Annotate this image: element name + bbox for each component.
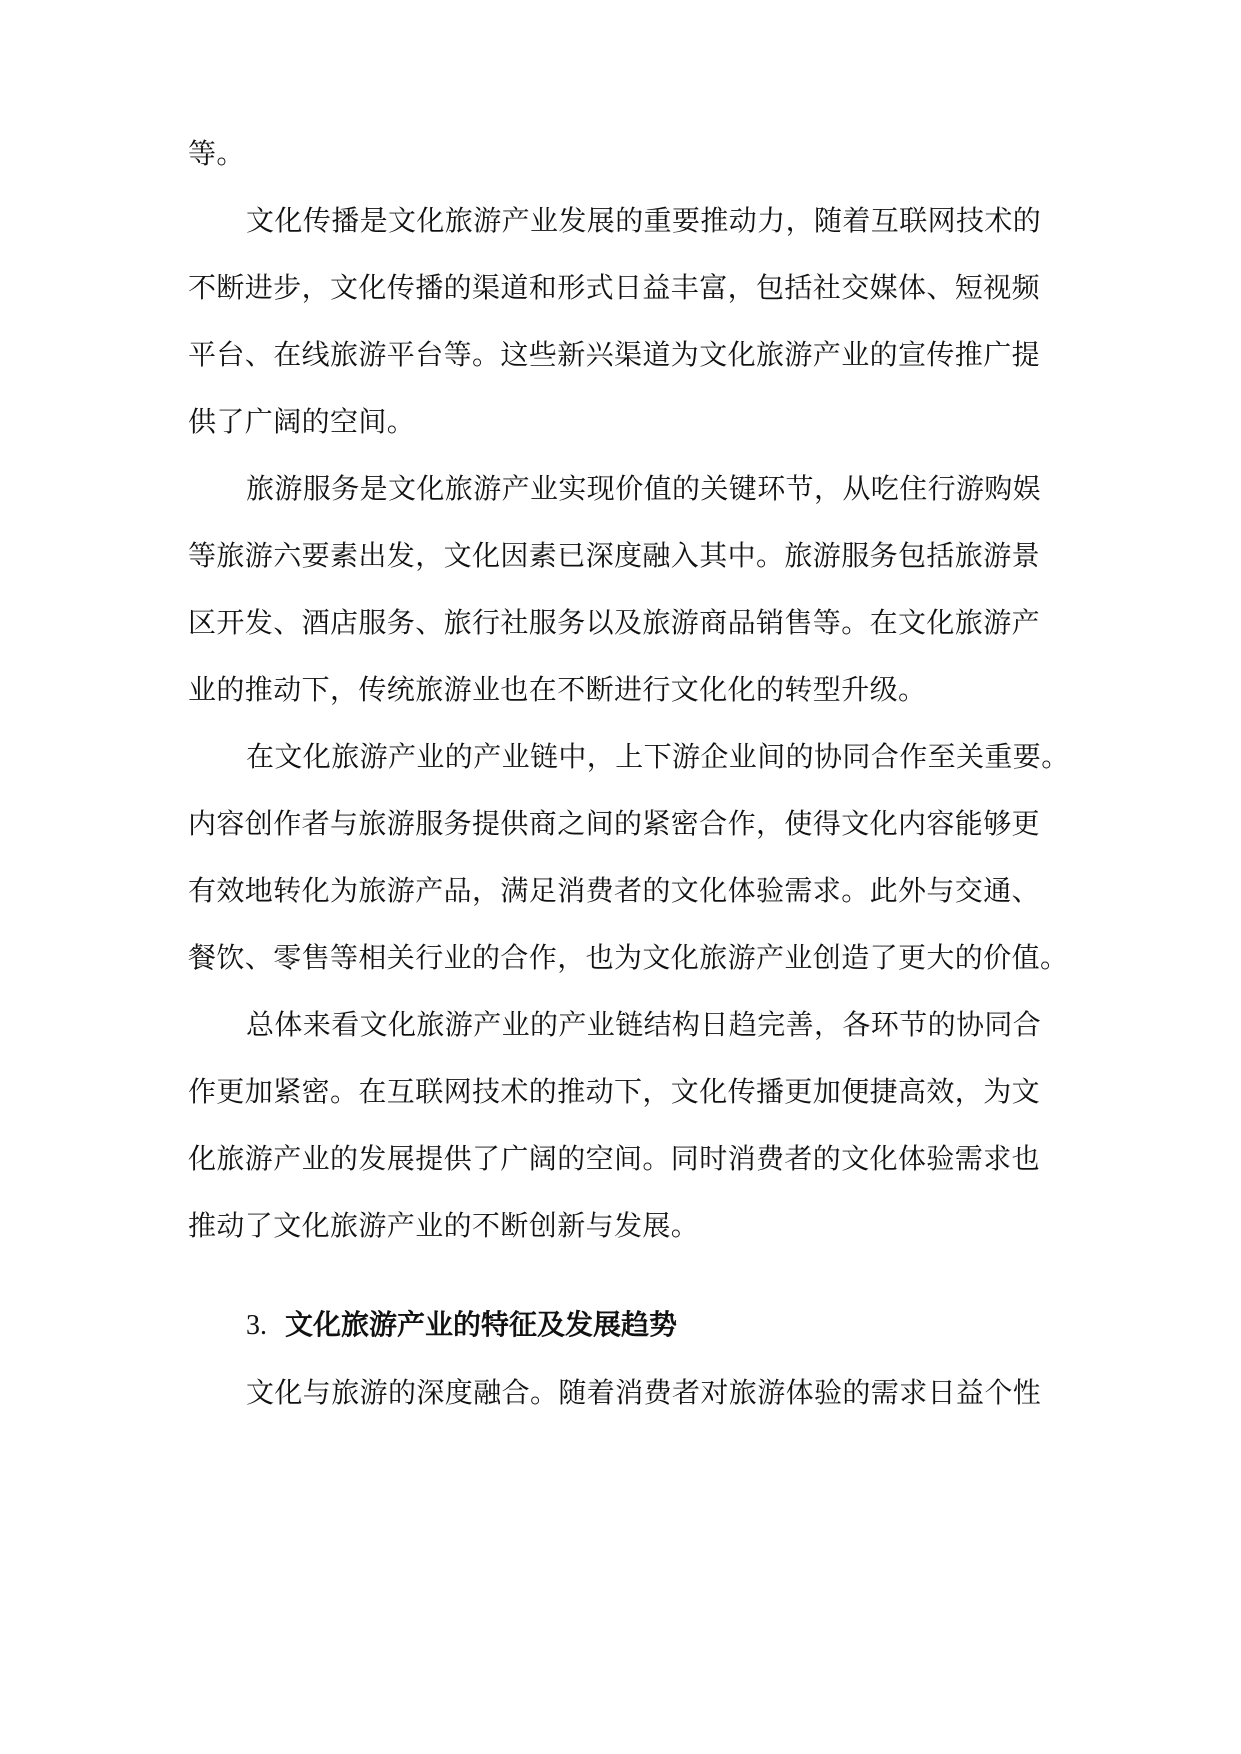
- text-line: 业的推动下，传统旅游业也在不断进行文化化的转型升级。: [188, 673, 927, 706]
- text-line: 等旅游六要素出发，文化因素已深度融入其中。旅游服务包括旅游景: [188, 539, 1041, 572]
- text-line: 推动了文化旅游产业的不断创新与发展。: [188, 1209, 700, 1242]
- section-title: 文化旅游产业的特征及发展趋势: [285, 1308, 678, 1341]
- text-line: 区开发、酒店服务、旅行社服务以及旅游商品销售等。在文化旅游产: [188, 606, 1041, 639]
- section-number: 3.: [246, 1310, 267, 1341]
- paragraph-line: 总体来看文化旅游产业的产业链结构日趋完善，各环节的协同合: [246, 1008, 1042, 1041]
- text-line: 等。: [188, 137, 245, 170]
- paragraph-line: 文化传播是文化旅游产业发展的重要推动力，随着互联网技术的: [246, 204, 1042, 237]
- text-line: 化旅游产业的发展提供了广阔的空间。同时消费者的文化体验需求也: [188, 1142, 1041, 1175]
- text-line: 餐饮、零售等相关行业的合作，也为文化旅游产业创造了更大的价值。: [188, 941, 1069, 974]
- text-line: 有效地转化为旅游产品，满足消费者的文化体验需求。此外与交通、: [188, 874, 1041, 907]
- text-line: 平台、在线旅游平台等。这些新兴渠道为文化旅游产业的宣传推广提: [188, 338, 1041, 371]
- paragraph-line: 旅游服务是文化旅游产业实现价值的关键环节，从吃住行游购娱: [246, 472, 1042, 505]
- paragraph-line: 在文化旅游产业的产业链中，上下游企业间的协同合作至关重要。: [246, 740, 1070, 773]
- text-line: 作更加紧密。在互联网技术的推动下，文化传播更加便捷高效，为文: [188, 1075, 1041, 1108]
- section-heading: [246, 1305, 677, 1346]
- text-line: 内容创作者与旅游服务提供商之间的紧密合作，使得文化内容能够更: [188, 807, 1041, 840]
- text-line: 不断进步，文化传播的渠道和形式日益丰富，包括社交媒体、短视频: [188, 271, 1041, 304]
- paragraph-line: 文化与旅游的深度融合。随着消费者对旅游体验的需求日益个性: [246, 1376, 1042, 1409]
- text-line: 供了广阔的空间。: [188, 405, 416, 438]
